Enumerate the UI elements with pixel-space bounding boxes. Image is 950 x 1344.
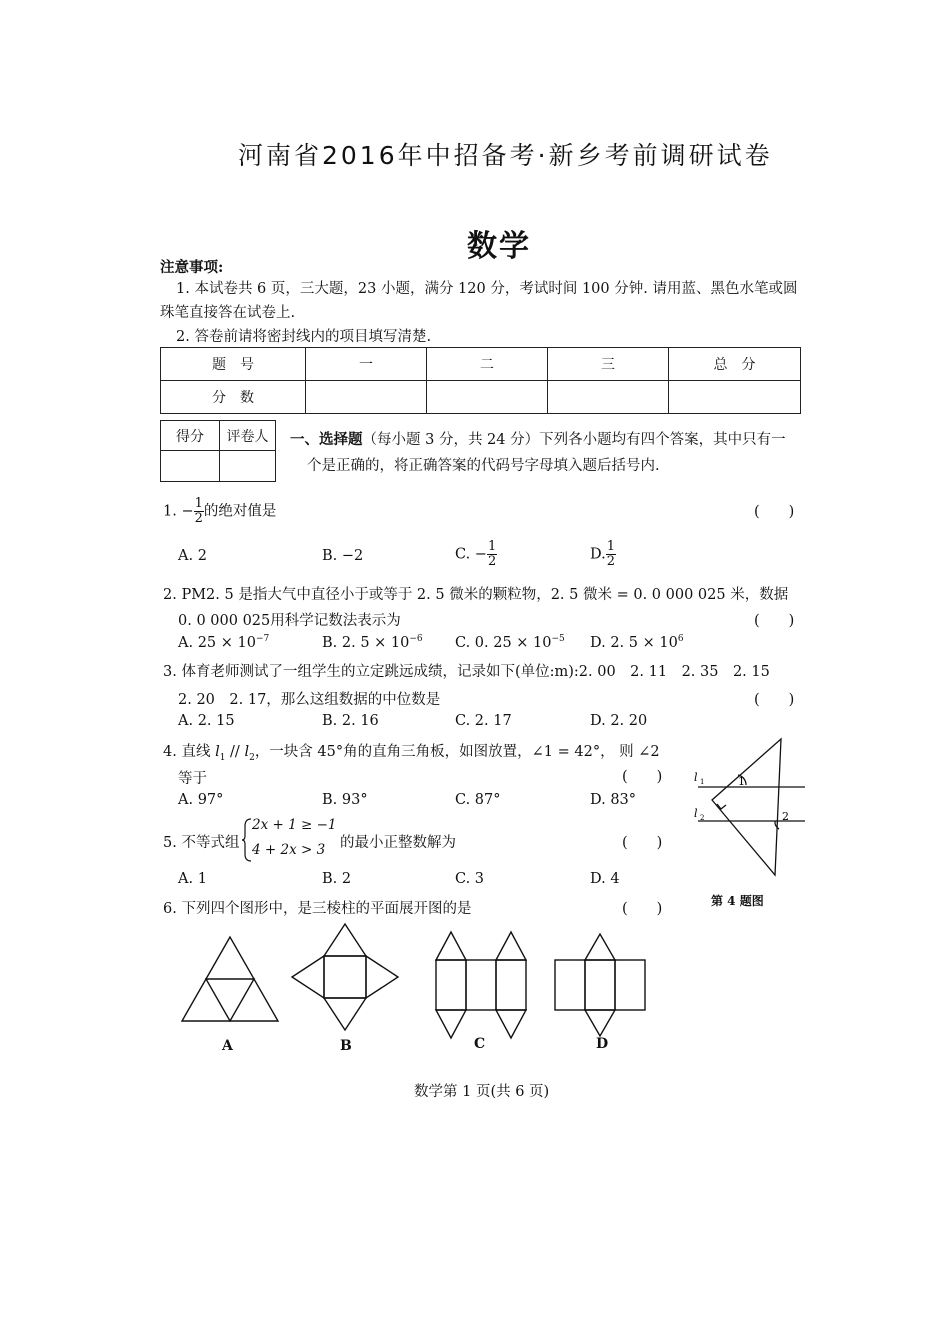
q4-option-b[interactable]: B. 93° <box>322 792 368 808</box>
section1-desc: （每小题 3 分，共 24 分）下列各小题均有四个答案，其中只有一 <box>362 432 786 448</box>
q6-figure-c[interactable] <box>434 930 528 1042</box>
q3-answer-paren[interactable]: ( ) <box>754 692 795 708</box>
q1-option-b[interactable]: B. −2 <box>322 548 364 564</box>
q6-label-b: B <box>340 1038 352 1054</box>
score-header-part3: 三 <box>548 348 669 381</box>
q6-label-c: C <box>474 1036 486 1052</box>
score-row-label: 分 数 <box>161 381 306 414</box>
q5-inequality-2: 4 + 2x > 3 <box>252 842 326 858</box>
q3-option-c[interactable]: C. 2. 17 <box>455 713 512 729</box>
q6-label-a: A <box>222 1038 233 1054</box>
score-header-part2: 二 <box>427 348 548 381</box>
q4-line-1: 4. 直线 $l_1 // l_2$，一块含 45°角的直角三角板，如图放置，∠1 = 42°， 则 ∠2 <box>163 744 660 763</box>
score-header-part1: 一 <box>306 348 427 381</box>
label-angle1: 1 <box>738 775 745 788</box>
section1-line-1 <box>290 428 786 449</box>
q3-option-a[interactable]: A. 2. 15 <box>178 713 235 729</box>
q5-option-c[interactable]: C. 3 <box>455 871 485 887</box>
q4-figure <box>690 735 810 885</box>
note-2: 2. 答卷前请将密封线内的项目填写清楚. <box>176 329 432 345</box>
svg-text:2: 2 <box>700 814 705 822</box>
q5-stem-tail: 的最小正整数解为 <box>340 835 456 851</box>
exam-title: 河南省2016年中招备考·新乡考前调研试卷 <box>238 141 773 170</box>
score-cell[interactable] <box>306 381 427 414</box>
q5-answer-paren[interactable]: ( ) <box>622 835 663 851</box>
q2-answer-paren[interactable]: ( ) <box>754 613 795 629</box>
note-1-line-1: 1. 本试卷共 6 页，三大题，23 小题，满分 120 分，考试时间 100 分钟. 请用蓝、黑色水笔或圆 <box>176 281 798 297</box>
q1-stem-text: 的绝对值是 <box>203 503 277 520</box>
grader-score-label: 得分 <box>161 421 220 451</box>
score-table <box>160 347 801 414</box>
q2-option-d[interactable]: D. 2. $5 \times 10^6$ <box>590 634 684 651</box>
q1-option-d[interactable]: D. $\frac{1}{2}$ <box>590 539 615 569</box>
q3-option-d[interactable]: D. 2. 20 <box>590 713 648 729</box>
score-header-number: 题 号 <box>161 348 306 381</box>
q1-option-a[interactable]: A. 2 <box>178 548 207 564</box>
set-square <box>712 739 781 875</box>
q2-option-c[interactable]: C. 0. $25 \times 10^{-5}$ <box>455 634 565 651</box>
section1-line-2: 个是正确的，将正确答案的代码号字母填入题后括号内. <box>307 458 660 474</box>
q4-answer-paren[interactable]: ( ) <box>622 769 663 785</box>
notes-heading: 注意事项: <box>160 259 224 276</box>
q3-option-b[interactable]: B. 2. 16 <box>322 713 379 729</box>
q4-option-c[interactable]: C. 87° <box>455 792 501 808</box>
grader-name-cell[interactable] <box>220 451 276 482</box>
label-l2: l <box>694 807 698 820</box>
page-footer: 数学第 1 页(共 6 页) <box>414 1084 550 1100</box>
q1-fraction: $\frac{1}{2}$ <box>194 496 203 526</box>
score-cell[interactable] <box>427 381 548 414</box>
grader-table <box>160 420 276 482</box>
q1-number: 1. − <box>163 503 194 520</box>
q6-figure-a[interactable] <box>180 935 280 1025</box>
q5-option-d[interactable]: D. 4 <box>590 871 620 887</box>
q6-stem: 6. 下列四个图形中，是三棱柱的平面展开图的是 <box>163 901 472 917</box>
label-l1: l <box>694 771 698 784</box>
q1-option-c[interactable]: C. − $\frac{1}{2}$ <box>455 539 497 569</box>
grader-name-label: 评卷人 <box>220 421 276 451</box>
q5-inequality-1: 2x + 1 ≥ −1 <box>252 817 337 833</box>
score-cell[interactable] <box>669 381 801 414</box>
q2-line-1: 2. PM2. 5 是指大气中直径小于或等于 2. 5 微米的颗粒物，2. 5 微米 = 0. 0 000 025 米，数据 <box>163 587 789 603</box>
q2-option-b[interactable]: B. 2. $5 \times 10^{-6}$ <box>322 634 423 651</box>
q1-stem <box>163 497 276 526</box>
q4-line-2: 等于 <box>178 771 207 787</box>
q3-line-1: 3. 体育老师测试了一组学生的立定跳远成绩，记录如下(单位:m):2. 00 2. 11 2. 35 2. 15 <box>163 664 770 680</box>
score-cell[interactable] <box>548 381 669 414</box>
q4-option-a[interactable]: A. 97° <box>178 792 224 808</box>
q3-line-2: 2. 20 2. 17，那么这组数据的中位数是 <box>178 692 441 708</box>
note-1-line-2: 珠笔直接答在试卷上. <box>160 305 296 321</box>
q6-figure-d[interactable] <box>553 932 647 1038</box>
q6-label-d: D <box>596 1036 609 1052</box>
q4-figure-caption: 第 4 题图 <box>711 894 764 908</box>
svg-text:1: 1 <box>700 778 705 786</box>
grader-score-cell[interactable] <box>161 451 220 482</box>
q2-option-a[interactable]: A. $25 \times 10^{-7}$ <box>178 634 270 651</box>
q6-figure-b[interactable] <box>290 922 402 1036</box>
q5-prefix: 5. 不等式组 <box>163 835 240 851</box>
subject-title: 数学 <box>467 229 531 264</box>
score-header-total: 总 分 <box>669 348 801 381</box>
q5-option-a[interactable]: A. 1 <box>178 871 207 887</box>
q5-brace <box>242 818 252 862</box>
section1-title: 一、选择题 <box>290 431 363 448</box>
q6-answer-paren[interactable]: ( ) <box>622 901 663 917</box>
q1-answer-paren[interactable]: ( ) <box>754 504 795 520</box>
q5-option-b[interactable]: B. 2 <box>322 871 352 887</box>
label-angle2: 2 <box>782 810 789 823</box>
q2-line-2: 0. 0 000 025用科学记数法表示为 <box>178 613 401 629</box>
q4-option-d[interactable]: D. 83° <box>590 792 637 808</box>
